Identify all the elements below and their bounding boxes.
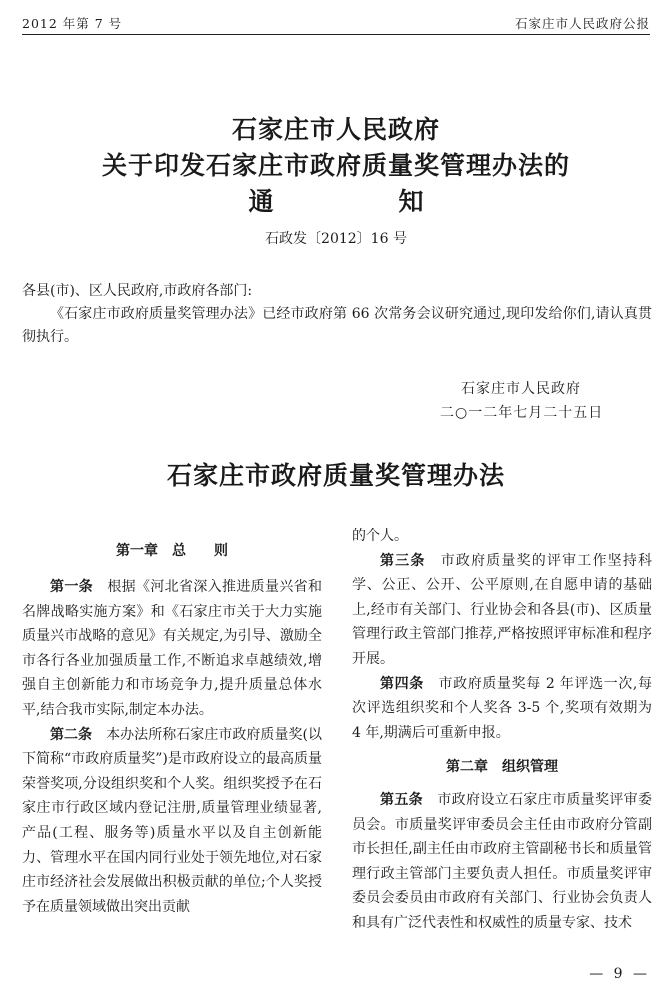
page-number: — 9 — [589,966,650,982]
article-4-text: 市政府质量奖每 2 年评选一次,每次评选组织奖和个人奖各 3-5 个,奖项有效期为 4 年,期满后可重新申报。 [352,675,653,741]
article-3-label: 第三条 [380,552,426,569]
article-2-text: 本办法所称石家庄市政府质量奖(以下简称“市政府质量奖”)是市政府设立的最高质量荣誉奖项,分设组织奖和个人奖。组织奖授予在石家庄市行政区域内登记注册,质量管理业绩显著,产品(工程、服务等)质量水平以及自主创新能力、管理水平在国内同行业处于领先地位,对石家庄市经济社会发展做出积极贡献的单位;个人奖授予在质量领域做出突出贡献 [22,726,323,915]
issue-label: 2012 年第 7 号 [22,16,123,31]
right-column [352,524,652,936]
notice-body: 《石家庄市政府质量奖管理办法》已经市政府第 66 次常务会议研究通过,现印发给你们,请认真贯彻执行。 [22,306,652,345]
article-1-text: 根据《河北省深入推进质量兴省和名牌战略实施方案》和《石家庄市关于大力实施质量兴市战略的意见》有关规定,为引导、激励全市各行各业加强质量工作,不断追求卓越绩效,增强自主创新能力和市场竞争力,提升质量总体水平,结合我市实际,制定本办法。 [22,579,323,718]
article-1 [22,575,322,723]
publication-name: 石家庄市人民政府公报 [514,16,650,31]
recipients: 各县(市)、区人民政府,市政府各部门: [22,283,253,299]
article-3 [352,549,652,672]
article-5-text: 市政府设立石家庄市质量奖评审委员会。市质量奖评审委员会主任由市政府分管副市长担任,副主任由市政府主管副秘书长和质量管理行政主管部门主要负责人担任。市质量奖评审委员会委员由市政府有关部门、行业协会负责人和具有广泛代表性和权威性的质量专家、技术 [352,791,653,931]
article-2-label: 第二条 [50,726,93,743]
chapter1-title: 第一章 总 则 [116,543,228,559]
signature-org: 石家庄市人民政府 [461,381,581,397]
header-rule [22,34,650,35]
article-4-label: 第四条 [380,675,424,692]
chapter2-title: 第二章 组织管理 [446,759,558,776]
article-5 [352,788,652,936]
article-4 [352,672,652,746]
notice-title-line2: 关于印发石家庄市政府质量奖管理办法的 [101,151,570,180]
document-number: 石政发〔2012〕16 号 [265,231,407,247]
notice-title-line3: 通 知 [248,187,424,216]
notice-title-line1: 石家庄市人民政府 [231,115,440,144]
article-3-text: 市政府质量奖的评审工作坚持科学、公正、公开、公平原则,在自愿申请的基础上,经市有关部门、行业协会和各县(市)、区质量管理行政主管部门推荐,严格按照评审标准和程序开展。 [352,552,653,667]
signature-date: 二○一二年七月二十五日 [440,405,604,421]
article-2 [22,723,322,920]
article-2-continuation: 的个人。 [352,528,408,544]
article-5-label: 第五条 [380,791,423,808]
left-column [22,575,322,919]
article-1-label: 第一条 [50,579,93,595]
regulation-title: 石家庄市政府质量奖管理办法 [166,461,505,490]
